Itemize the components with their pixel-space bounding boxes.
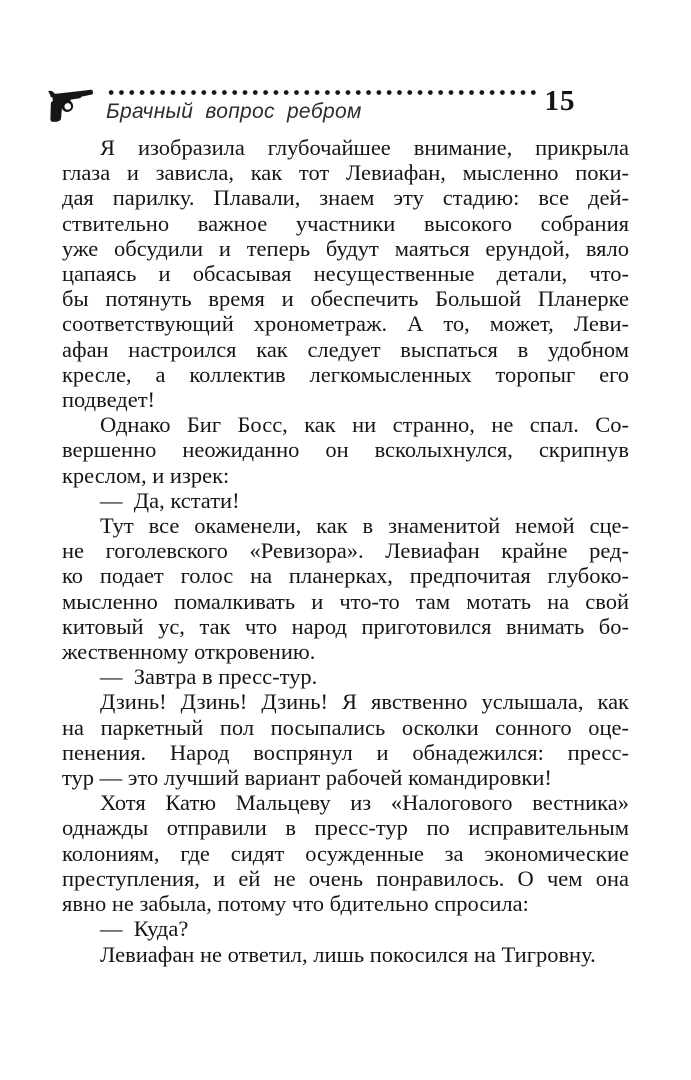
text-line: Левиафан не ответил, лишь покосился на Тигровну. (100, 941, 596, 967)
text-line: ко подает голос на планерках, предпочитая глубоко- (62, 563, 629, 589)
text-line: уже обсудили и теперь будут маяться ерундой, вяло (62, 235, 629, 261)
text-line: — Да, кстати! (100, 487, 240, 513)
text-line: подведет! (62, 387, 156, 413)
text-line: цапаясь и обсасывая несущественные детали, что- (62, 261, 629, 287)
dotted-rule (106, 89, 537, 96)
text-line: бы потянуть время и обеспечить Большой Планерке (62, 286, 629, 312)
pistol-icon (46, 84, 96, 122)
text-line: на паркетный пол посыпались осколки сонного оце- (62, 714, 629, 740)
text-line: Однако Биг Босс, как ни странно, не спал. Со- (100, 412, 629, 438)
text-line: однажды отправили в пресс-тур по исправительным (62, 815, 629, 841)
text-line: китовый ус, так что народ приготовился внимать бо- (62, 613, 629, 639)
text-line: Тут все окаменели, как в знаменитой немой сце- (100, 513, 629, 539)
text-line: Хотя Катю Мальцеву из «Налогового вестника» (100, 790, 629, 816)
text-line: дая парилку. Плавали, знаем эту стадию: все дей- (62, 185, 629, 211)
paragraph (62, 916, 629, 941)
paragraph (62, 513, 629, 664)
text-line: не гоголевского «Ревизора». Левиафан крайне ред- (62, 538, 629, 564)
text-line: вершенно неожиданно он всколыхнулся, скрипнув (62, 437, 629, 463)
text-line: тур — это лучший вариант рабочей командировки! (62, 765, 552, 791)
text-line: соответствующий хронометраж. А то, может, Леви- (62, 311, 629, 337)
paragraph (62, 790, 629, 916)
text-line: мысленно помалкивать и что-то там мотать на свой (62, 588, 629, 614)
text-line: ствительно важное участники высокого собрания (62, 210, 629, 236)
paragraph (62, 689, 629, 790)
chapter-title: Брачный вопрос ребром (106, 100, 362, 123)
text-line: преступления, и ей не очень понравилось. О чем она (62, 865, 629, 891)
paragraph (62, 488, 629, 513)
text-line: афан настроился как следует выспаться в удобном (62, 336, 629, 362)
text-line: жественному откровению. (62, 639, 316, 665)
text-line: — Завтра в пресс-тур. (100, 664, 318, 690)
text-line: пенения. Народ воспрянул и обнадежился: пресс- (62, 739, 629, 765)
paragraph (62, 664, 629, 689)
paragraph (62, 942, 629, 967)
text-line: — Куда? (100, 916, 189, 942)
paragraph (62, 135, 629, 412)
text-line: колониям, где сидят осужденные за экономические (62, 840, 629, 866)
body-text (62, 135, 629, 967)
text-line: Дзинь! Дзинь! Дзинь! Я явственно услышала, как (100, 689, 629, 715)
text-line: креслом, и изрек: (62, 462, 230, 488)
page-number: 15 (544, 85, 576, 117)
text-line: кресле, а коллектив легкомысленных торопыг его (62, 361, 629, 387)
text-line: глаза и зависла, как тот Левиафан, мысленно поки- (62, 160, 629, 186)
paragraph (62, 412, 629, 488)
text-line: явно не забыла, потому что бдительно спросила: (62, 891, 529, 917)
text-line: Я изобразила глубочайшее внимание, прикрыла (100, 135, 629, 160)
